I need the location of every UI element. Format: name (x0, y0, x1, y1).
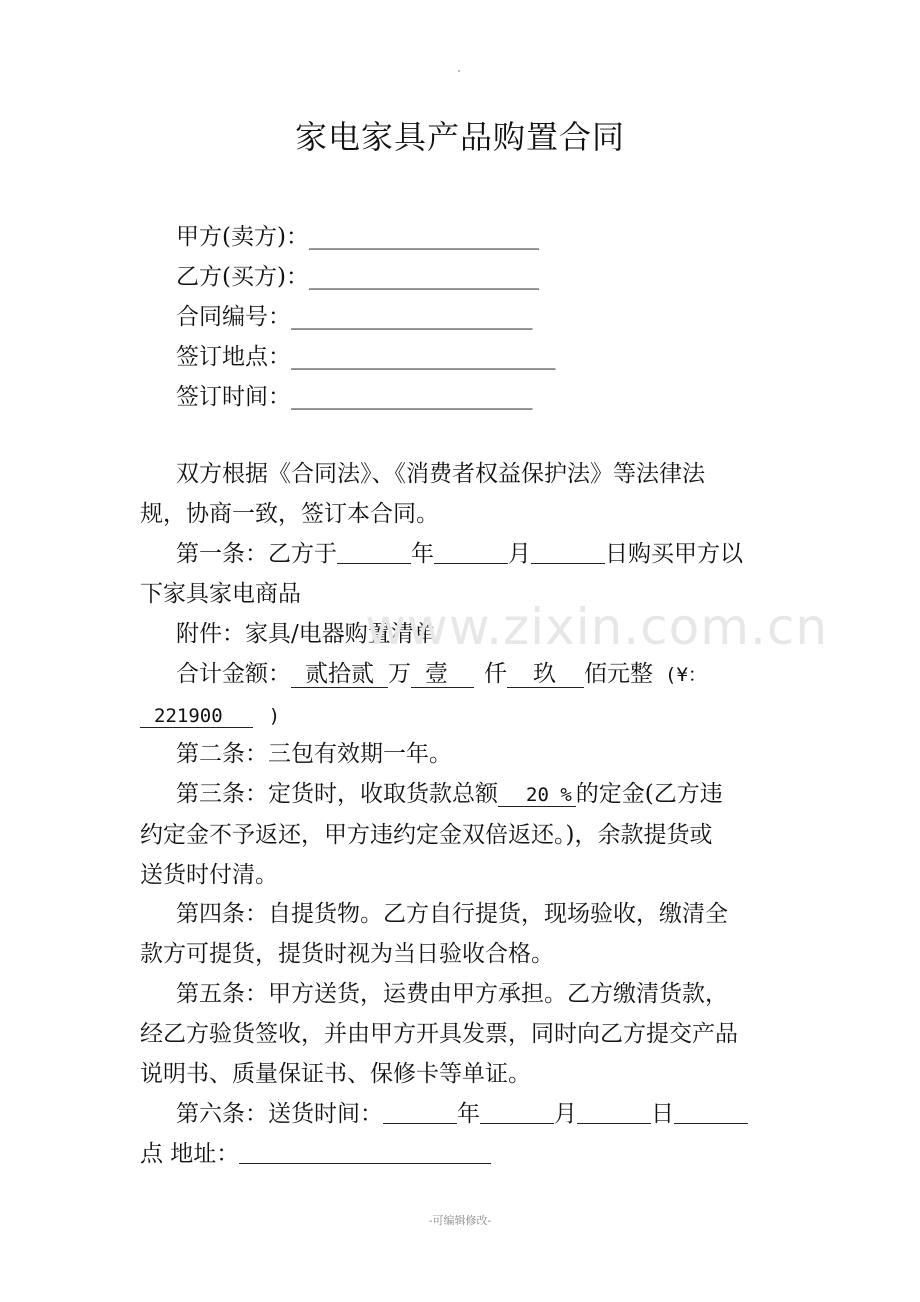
footer: -可编辑修改- (428, 1214, 492, 1227)
article-5-line-3: 说明书、质量保证书、保修卡等单证。 (140, 1061, 531, 1087)
signing-time-label: 签订时间： (176, 384, 291, 410)
seller-field (176, 218, 539, 251)
total-line-1 (140, 654, 790, 695)
delivery-year-blank[interactable] (383, 1101, 457, 1124)
signing-place-label: 签订地点： (176, 344, 291, 370)
deposit-percent-value: 20 (526, 784, 549, 806)
watermark: www.zixin.com.cn (365, 598, 829, 656)
signing-time-blank[interactable]: _____________________ (291, 384, 533, 410)
article-4-line-1: 第四条：自提货物。乙方自行提货，现场验收，缴清全 (176, 901, 728, 927)
delivery-hour-blank[interactable] (674, 1101, 748, 1124)
buyer-blank[interactable]: ____________________ (308, 264, 539, 290)
address-blank[interactable] (239, 1141, 491, 1164)
signing-place-blank[interactable]: _______________________ (291, 344, 556, 370)
total-amount (140, 654, 790, 736)
delivery-day-blank[interactable] (577, 1101, 651, 1124)
qian-unit: 仟 (484, 661, 507, 687)
article-1-line-1 (140, 534, 790, 574)
article-6-line-1 (140, 1094, 790, 1134)
signing-time-field (176, 378, 533, 411)
article-3-suffix: 的定金(乙方违 (575, 781, 723, 807)
total-label: 合计金额： (176, 661, 291, 687)
yen-label: (¥： (665, 664, 707, 686)
article-6-line-2 (140, 1134, 790, 1174)
delivery-month-blank[interactable] (480, 1101, 554, 1124)
article-2-text: 第二条：三包有效期一年。 (176, 741, 452, 767)
article-4-line-2: 款方可提货，提货时视为当日验收合格。 (140, 941, 554, 967)
article-6-year: 年 (457, 1101, 480, 1127)
article-1-year-blank[interactable] (337, 541, 411, 564)
wan-amount[interactable]: 贰拾贰 (291, 661, 388, 688)
article-3 (140, 774, 790, 895)
article-6-month: 月 (554, 1101, 577, 1127)
seller-blank[interactable]: ____________________ (308, 224, 539, 250)
preamble-line-2: 规，协商一致，签订本合同。 (140, 501, 439, 527)
article-5-line-1: 第五条：甲方送货，运费由甲方承担。乙方缴清货款， (176, 981, 728, 1007)
article-1-day-blank[interactable] (531, 541, 605, 564)
deposit-percent-sign: % (560, 784, 572, 806)
bai-amount[interactable]: 玖 (507, 661, 584, 688)
contract-number-field (176, 298, 533, 331)
article-6-prefix: 第六条：送货时间： (176, 1101, 383, 1127)
article-4 (140, 894, 790, 974)
qian-amount[interactable]: 壹 (411, 661, 474, 688)
total-line-2 (140, 695, 790, 736)
article-1-year: 年 (411, 541, 434, 567)
signing-place-field (176, 338, 556, 371)
contract-number-blank[interactable]: _____________________ (291, 304, 533, 330)
article-6-day: 日 (651, 1101, 674, 1127)
article-3-line-3: 送货时付清。 (140, 862, 278, 888)
yen-value[interactable]: 221900 (140, 705, 253, 728)
article-5-line-2: 经乙方验货签收，并由甲方开具发票，同时向乙方提交产品 (140, 1021, 738, 1047)
bai-unit: 佰元整 (584, 661, 653, 687)
article-6 (140, 1094, 790, 1174)
buyer-label: 乙方(买方)： (176, 264, 309, 290)
deposit-percent[interactable] (498, 784, 576, 807)
preamble-line-1: 双方根据《合同法》、《消费者权益保护法》等法律法 (176, 461, 705, 487)
article-5 (140, 974, 790, 1094)
article-3-line-1 (140, 774, 790, 815)
document-title: 家电家具产品购置合同 (294, 118, 625, 156)
article-1-day: 日购买甲方以 (605, 541, 743, 567)
page-mark (458, 70, 460, 72)
article-3-line-2: 约定金不予返还，甲方违约定金双倍返还。)，余款提货或 (140, 822, 713, 848)
seller-label: 甲方(卖方)： (176, 224, 309, 250)
wan-unit: 万 (388, 661, 411, 687)
article-1-month-blank[interactable] (434, 541, 508, 564)
address-label: 点 地址： (140, 1141, 240, 1167)
yen-close: ) (268, 705, 281, 727)
article-1-month: 月 (508, 541, 531, 567)
article-1-prefix: 第一条：乙方于 (176, 541, 337, 567)
buyer-field (176, 258, 539, 291)
contract-number-label: 合同编号： (176, 304, 291, 330)
article-2 (140, 734, 790, 774)
attachment-text: 附件：家具/电器购置清单 (176, 621, 437, 647)
article-3-prefix: 第三条：定货时，收取货款总额 (176, 781, 498, 807)
article-1-line-2: 下家具家电商品 (140, 581, 301, 607)
preamble (140, 454, 790, 534)
